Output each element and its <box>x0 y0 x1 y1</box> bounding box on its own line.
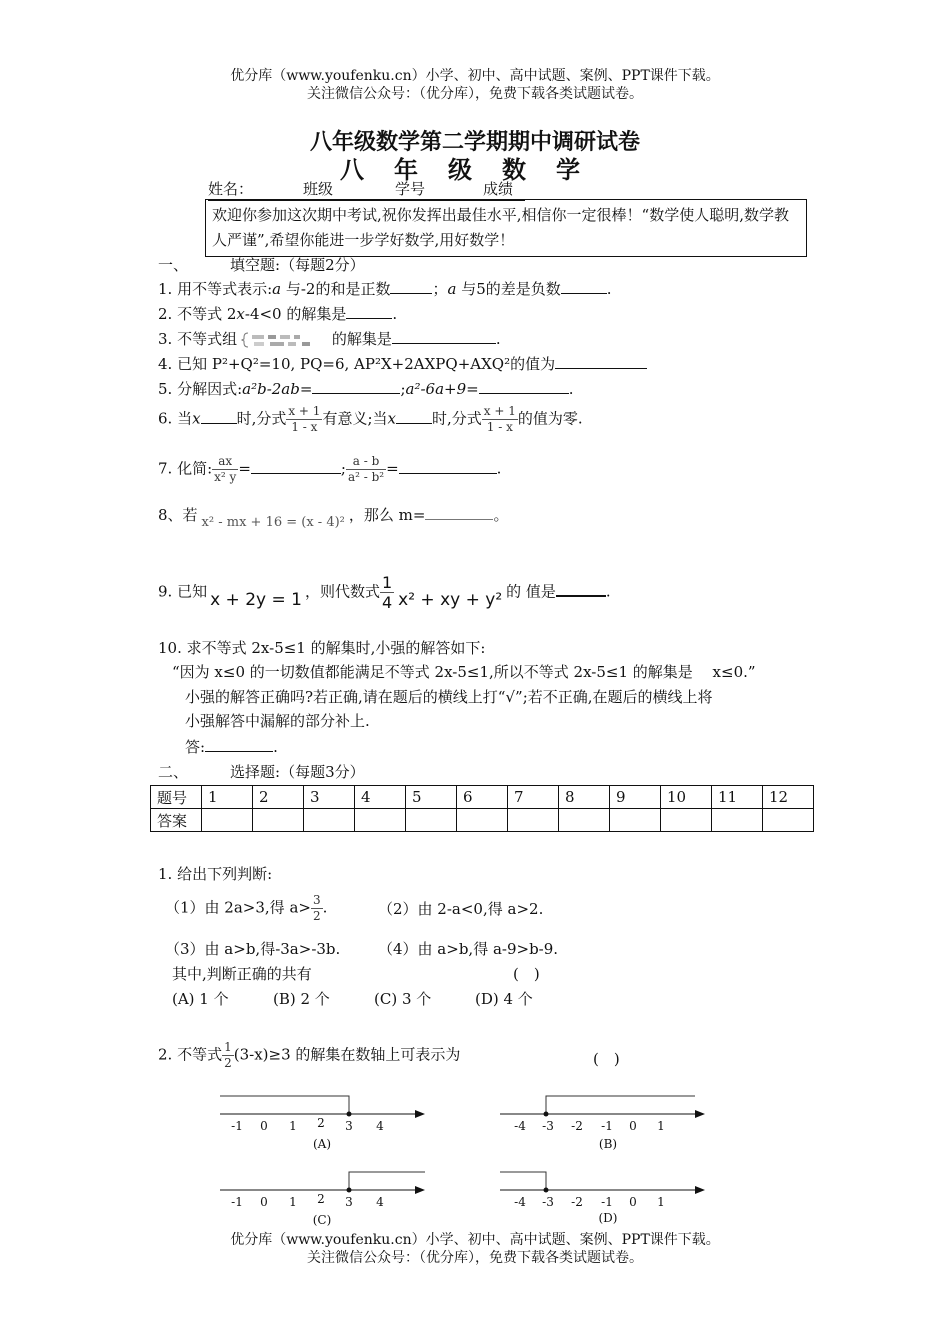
option-label: (C) <box>312 1213 332 1227</box>
c1-option-3: （3）由 a>b,得-3a>-3b. <box>165 940 341 958</box>
c2-den: 2 <box>224 1056 232 1070</box>
tick-label: -2 <box>571 1195 583 1209</box>
answer-cell[interactable] <box>661 809 712 832</box>
c2-num: 1 <box>224 1040 232 1054</box>
option-label: (D) <box>598 1211 618 1225</box>
q5-blank-2[interactable] <box>479 379 569 394</box>
q3-text: 3. 不等式组 <box>158 330 238 348</box>
q10-line-2: “因为 x≤0 的一切数值都能满足不等式 2x-5≤1,所以不等式 2x-5≤1 的解集是 x≤0.” <box>172 663 756 681</box>
c1-option-2: （2）由 2-a<0,得 a>2. <box>378 900 544 918</box>
q7-eq-1: = <box>238 459 251 478</box>
question-number: 7 <box>508 786 559 809</box>
q9-text: 9. 已知 <box>158 582 208 601</box>
tick-label: 2 <box>317 1192 325 1206</box>
question-2 <box>158 303 397 324</box>
table-row-label: 答案 <box>151 809 202 832</box>
question-6 <box>158 404 583 435</box>
question-number: 10 <box>661 786 712 809</box>
q7-frac1-den: x² y <box>214 470 237 484</box>
q8-expression: x² - mx + 16 = (x - 4)² <box>201 515 345 530</box>
q2-text: 2. 不等式 2 <box>158 305 237 323</box>
q2-blank[interactable] <box>346 304 392 319</box>
tick-label: -4 <box>514 1119 526 1133</box>
c1-choice-b[interactable]: (B) 2 个 <box>273 990 330 1008</box>
question-number: 11 <box>712 786 763 809</box>
tick-label: -1 <box>231 1119 243 1133</box>
answer-cell[interactable] <box>253 809 304 832</box>
footer-line-2: 关注微信公众号：（优分库），免费下载各类试题试卷。 <box>307 1250 643 1266</box>
answer-cell[interactable] <box>457 809 508 832</box>
answer-cell[interactable] <box>304 809 355 832</box>
q1-var-2: a <box>447 280 457 298</box>
question-number: 1 <box>202 786 253 809</box>
q9-end: . <box>605 582 611 601</box>
tick-label: 0 <box>629 1119 637 1133</box>
welcome-box: 欢迎你参加这次期中考试,祝你发挥出最佳水平,相信你一定很棒！“数学使人聪明,数学教人严谨”,希望你能进一步学好数学,用好数学！ <box>205 199 807 257</box>
answer-cell[interactable] <box>763 809 814 832</box>
section-1-num: 一、 <box>158 256 189 274</box>
q9-expression: x + 2y = 1 <box>210 589 302 610</box>
q5-expr-1: a²b-2ab= <box>242 380 313 398</box>
question-8 <box>158 504 508 530</box>
tick-label: 2 <box>317 1116 325 1130</box>
q3-text-2: 的解集是 <box>331 330 392 348</box>
q6-fraction-1 <box>286 404 322 435</box>
question-3 <box>158 328 501 349</box>
q6-var-2: x <box>387 409 396 428</box>
q6-var: x <box>192 409 201 428</box>
q9-frac-den: 4 <box>381 593 393 612</box>
question-number: 6 <box>457 786 508 809</box>
tick-label: 0 <box>260 1119 268 1133</box>
score-label: 成绩 <box>483 180 514 198</box>
q1-end: . <box>606 280 612 298</box>
q1-var: a <box>272 280 282 298</box>
c1-option-1 <box>165 893 327 924</box>
q9-text-2: ，则代数式 <box>304 582 380 601</box>
q10-line-4: 小强解答中漏解的部分补上. <box>185 712 370 730</box>
student-info <box>208 178 525 201</box>
q8-blank[interactable] <box>425 505 493 520</box>
c1-o1-num: 3 <box>312 893 321 907</box>
c1-o1-fraction <box>311 893 323 924</box>
class-label: 班级 <box>303 180 334 198</box>
q2-text-2: -4<0 的解集是 <box>244 305 347 323</box>
q10-line-1: 10. 求不等式 2x-5≤1 的解集时,小强的解答如下: <box>158 639 486 657</box>
q6-frac2-den: 1 - x <box>486 420 513 434</box>
c1-choice-d[interactable]: (D) 4 个 <box>475 990 533 1008</box>
number-line-d[interactable] <box>495 1166 715 1226</box>
q7-frac1-num: ax <box>212 454 238 470</box>
q9-text-3: 的 值是 <box>506 582 556 601</box>
q7-end: . <box>496 459 502 478</box>
q7-text: 7. 化简: <box>158 459 213 478</box>
answer-cell[interactable] <box>559 809 610 832</box>
header-line-1: 优分库（www.youfenku.cn）小学、初中、高中试题、案例、PPT课件下载。 <box>230 68 720 84</box>
q1-sep: ； <box>432 280 448 298</box>
question-number: 9 <box>610 786 661 809</box>
q10-line-3: 小强的解答正确吗?若正确,请在题后的横线上打“√”;若不正确,在题后的横线上将 <box>185 688 713 706</box>
q10-answer <box>185 736 278 757</box>
question-4 <box>158 353 647 374</box>
q1-text-2: 与-2的和是正数 <box>281 280 391 298</box>
id-label: 学号 <box>395 180 426 198</box>
option-label: (B) <box>598 1137 618 1151</box>
table-row-label: 题号 <box>151 786 202 809</box>
q8-text: 8、若 <box>158 506 198 524</box>
q5-text: 5. 分解因式: <box>158 380 243 398</box>
q6-text-2: 时,分式 <box>236 409 287 428</box>
q6-text: 6. 当 <box>158 409 193 428</box>
q6-end: 的值为零. <box>517 409 583 428</box>
q5-expr-2: a²-6a+9= <box>405 380 479 398</box>
tick-label: 3 <box>345 1195 353 1209</box>
answer-table <box>150 785 814 832</box>
q10-answer-label: 答: <box>185 738 206 756</box>
tick-label: -2 <box>571 1119 583 1133</box>
name-label: 姓名： <box>208 180 254 198</box>
section-2-title: 选择题:（每题3分） <box>230 763 365 781</box>
question-1 <box>158 278 612 299</box>
q2-var: x <box>236 305 245 323</box>
q10-end: . <box>273 738 278 756</box>
q1-text: 1. 用不等式表示: <box>158 280 273 298</box>
answer-cell[interactable] <box>355 809 406 832</box>
question-number: 12 <box>763 786 814 809</box>
c2-stem <box>158 1040 460 1071</box>
question-number: 5 <box>406 786 457 809</box>
q6-frac-num: x + 1 <box>288 404 321 418</box>
tick-label: -1 <box>231 1195 243 1209</box>
question-7 <box>158 454 501 485</box>
q9-expression-2: x² + xy + y² <box>398 589 503 610</box>
c1-choice-c[interactable]: (C) 3 个 <box>374 990 432 1008</box>
q5-end: . <box>568 380 574 398</box>
question-5 <box>158 378 573 399</box>
question-number: 4 <box>355 786 406 809</box>
answer-cell[interactable] <box>508 809 559 832</box>
number-line-c[interactable] <box>215 1166 435 1226</box>
q1-blank-2[interactable] <box>561 279 607 294</box>
number-line-b[interactable] <box>495 1090 715 1150</box>
q7-eq-2: = <box>386 459 399 478</box>
tick-label: 4 <box>376 1195 384 1209</box>
q6-fraction-2 <box>482 404 518 435</box>
q3-end: . <box>495 330 501 348</box>
q7-blank-2[interactable] <box>399 459 497 474</box>
tick-label: 0 <box>260 1195 268 1209</box>
q8-end: 。 <box>493 506 509 524</box>
q1-text-3: 与5的差是负数 <box>456 280 561 298</box>
answer-cell[interactable] <box>202 809 253 832</box>
exam-title: 八年级数学第二学期期中调研试卷 <box>309 129 640 155</box>
q9-blank[interactable] <box>556 581 606 597</box>
q7-sep: ; <box>340 459 346 478</box>
tick-label: 1 <box>657 1195 665 1209</box>
q5-blank-1[interactable] <box>312 379 400 394</box>
c1-choice-a[interactable]: (A) 1 个 <box>172 990 229 1008</box>
question-number: 2 <box>253 786 304 809</box>
question-9 <box>158 573 611 612</box>
q8-text-2: ，那么 m= <box>348 506 426 524</box>
answer-cell[interactable] <box>712 809 763 832</box>
c1-question: 其中,判断正确的共有 <box>172 965 312 983</box>
c2-answer-paren: ( ) <box>593 1050 620 1068</box>
q6-frac2-num: x + 1 <box>483 404 516 418</box>
tick-label: -4 <box>514 1195 526 1209</box>
section-2-num: 二、 <box>158 763 189 781</box>
tick-label: 3 <box>345 1119 353 1133</box>
tick-label: 1 <box>289 1119 297 1133</box>
q5-sep: ; <box>400 380 406 398</box>
c1-stem: 1. 给出下列判断: <box>158 865 273 883</box>
q1-blank-1[interactable] <box>390 279 432 294</box>
c1-o1-den: 2 <box>312 909 321 923</box>
answer-cell[interactable] <box>610 809 661 832</box>
c1-o1-end: . <box>322 898 328 917</box>
section-1-title: 填空题:（每题2分） <box>230 256 365 274</box>
c1-o1-text: （1）由 2a>3,得 a> <box>165 898 311 917</box>
tick-label: -1 <box>601 1119 613 1133</box>
q6-frac-den: 1 - x <box>291 420 318 434</box>
c2-text: 2. 不等式 <box>158 1045 223 1064</box>
q4-blank[interactable] <box>555 354 647 369</box>
tick-label: -3 <box>542 1195 554 1209</box>
tick-label: -1 <box>601 1195 613 1209</box>
q7-frac2-den: a² - b² <box>347 470 385 484</box>
c2-text-2: (3-x)≥3 的解集在数轴上可表示为 <box>233 1045 461 1064</box>
q7-fraction-1 <box>212 454 238 485</box>
number-line-a[interactable] <box>215 1090 435 1150</box>
tick-label: 4 <box>376 1119 384 1133</box>
question-number: 8 <box>559 786 610 809</box>
c1-option-4: （4）由 a>b,得 a-9>b-9. <box>378 940 559 958</box>
q7-frac2-num: a - b <box>346 454 386 470</box>
q4-text: 4. 已知 P²+Q²=10, PQ=6, AP²X+2AXPQ+AXQ²的值为 <box>158 355 556 373</box>
q2-end: . <box>392 305 398 323</box>
q6-blank-1[interactable] <box>201 409 237 424</box>
q7-blank-1[interactable] <box>251 459 341 474</box>
c1-answer-paren: ( ) <box>513 965 540 983</box>
tick-label: 1 <box>657 1119 665 1133</box>
q9-fraction <box>380 573 394 612</box>
section-2-heading <box>158 761 365 782</box>
table-row <box>151 809 814 832</box>
tick-label: -3 <box>542 1119 554 1133</box>
table-row <box>151 786 814 809</box>
q3-blank[interactable] <box>392 329 496 344</box>
footer-line-1: 优分库（www.youfenku.cn）小学、初中、高中试题、案例、PPT课件下载。 <box>230 1232 720 1248</box>
section-1-heading <box>158 254 365 275</box>
q10-blank[interactable] <box>205 737 273 752</box>
q9-frac-num: 1 <box>381 573 393 592</box>
tick-label: 0 <box>629 1195 637 1209</box>
question-number: 3 <box>304 786 355 809</box>
option-label: (A) <box>312 1137 332 1151</box>
q6-text-4: 时,分式 <box>431 409 482 428</box>
q7-fraction-2 <box>346 454 386 485</box>
q6-text-3: 有意义;当 <box>322 409 388 428</box>
c2-fraction <box>222 1040 234 1071</box>
q3-system-image <box>242 331 332 349</box>
answer-cell[interactable] <box>406 809 457 832</box>
tick-label: 1 <box>289 1195 297 1209</box>
exam-subtitle: 八年级数学 <box>340 155 610 184</box>
header-line-2: 关注微信公众号：（优分库），免费下载各类试题试卷。 <box>307 86 643 102</box>
q6-blank-2[interactable] <box>396 409 432 424</box>
